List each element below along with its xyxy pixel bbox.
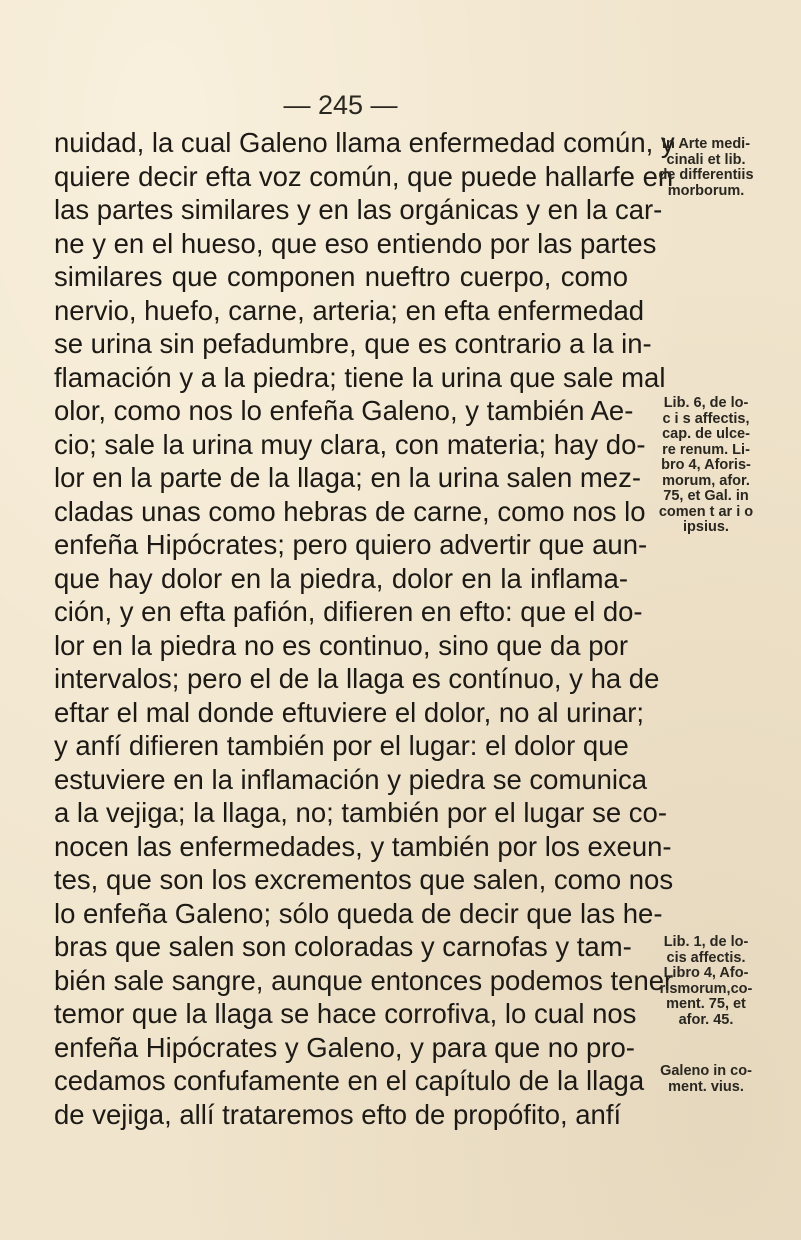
margin-note-line: morum, afor. (662, 472, 750, 489)
body-line: temor que la llaga se hace corrofiva, lo cual nos (54, 998, 637, 1029)
margin-note-line: Lib. 1, de lo- (663, 934, 749, 950)
body-line: intervalos; pero el de la llaga es contínuo, y ha de (54, 663, 660, 694)
body-line: enfeña Hipócrates y Galeno, y para que no pro- (54, 1031, 635, 1063)
body-line: cedamos confufamente en el capítulo de la llaga (54, 1065, 645, 1096)
margin-note (636, 137, 776, 199)
margin-note (636, 1064, 776, 1095)
body-line: eftar el mal donde eftuviere el dolor, no al urinar; (54, 696, 645, 728)
margin-note-line: ipsius. (683, 519, 729, 535)
margin-note-line: c i s affectis, (662, 410, 750, 427)
margin-note-line: cis affectis. (666, 949, 746, 966)
margin-note-line: re renum. Li- (662, 441, 750, 458)
margin-note-line: Galeno in co- (660, 1063, 752, 1079)
body-line: y anfí difieren también por el lugar: el dolor que (54, 730, 629, 761)
margin-note-line: cap. de ulce- (662, 426, 750, 442)
body-line: nuidad, la cual Galeno llama enfermedad común, y (54, 127, 675, 158)
margin-note-line: comen t ar i o (658, 503, 754, 520)
body-line: flamación y a la piedra; tiene la urina que sale mal (54, 361, 666, 393)
margin-note (636, 935, 776, 1028)
margin-note-line: bro 4, Aforis- (661, 457, 751, 473)
margin-note (636, 396, 776, 536)
body-line: de vejiga, allí trataremos efto de propófito, anfí (54, 1098, 622, 1130)
body-line: cladas unas como hebras de carne, como nos lo (54, 495, 646, 527)
body-line: lor en la piedra no es continuo, sino que da por (54, 629, 628, 661)
body-line: enfeña Hipócrates; pero quiero advertir que aun- (54, 529, 648, 560)
margin-note-line: Libro 4, Afo- (663, 965, 749, 981)
body-line: quiere decir efta voz común, que puede hallarfe en (54, 160, 674, 192)
body-line: bras que salen son coloradas y carnofas y tam- (54, 931, 632, 962)
body-line: ción, y en efta pafión, difieren en efto: que el do- (54, 596, 643, 627)
body-line: nocen las enfermedades, y también por los exeun- (54, 830, 672, 862)
body-line: tes, que son los excrementos que salen, como nos (54, 864, 674, 895)
margin-note-line: ment. 75, et (666, 996, 746, 1012)
margin-note-line: In Arte medi- (661, 136, 751, 152)
margin-note-line: 75, et Gal. in (663, 488, 749, 504)
margin-note-line: Lib. 6, de lo- (663, 395, 749, 411)
margin-note-line: afor. 45. (678, 1011, 734, 1028)
body-line: similares que componen nueftro cuerpo, como (54, 261, 628, 292)
margin-note-line: cinali et lib. (666, 151, 746, 168)
body-text (54, 126, 675, 1131)
margin-note-line: rismorum,co- (659, 980, 753, 997)
body-line: nervio, huefo, carne, arteria; en efta enfermedad (54, 294, 645, 326)
body-line: estuviere en la inflamación y piedra se comunica (54, 763, 648, 795)
body-line: lo enfeña Galeno; sólo queda de decir que las he- (54, 897, 663, 929)
body-line: cio; sale la urina muy clara, con materia; hay do- (54, 428, 646, 460)
body-line: se urina sin pefadumbre, que es contrario a la in- (54, 328, 652, 359)
body-line: olor, como nos lo enfeña Galeno, y también Ae- (54, 395, 634, 426)
body-line: a la vejiga; la llaga, no; también por el lugar se co- (54, 797, 667, 828)
body-line: ne y en el hueso, que eso entiendo por las partes (54, 227, 657, 259)
page-number: — 245 — (283, 90, 398, 120)
margin-note-line: morborum. (667, 182, 745, 199)
body-line: las partes similares y en las orgánicas y en la car- (54, 194, 663, 225)
body-line: que hay dolor en la piedra, dolor en la inflama- (54, 562, 628, 594)
margin-note-line: ment. vius. (668, 1078, 744, 1095)
body-line: lor en la parte de la llaga; en la urina salen mez- (54, 462, 642, 493)
body-line: bién sale sangre, aunque entonces podemos tener (54, 964, 674, 996)
margin-note-line: de differentiis (658, 167, 754, 183)
